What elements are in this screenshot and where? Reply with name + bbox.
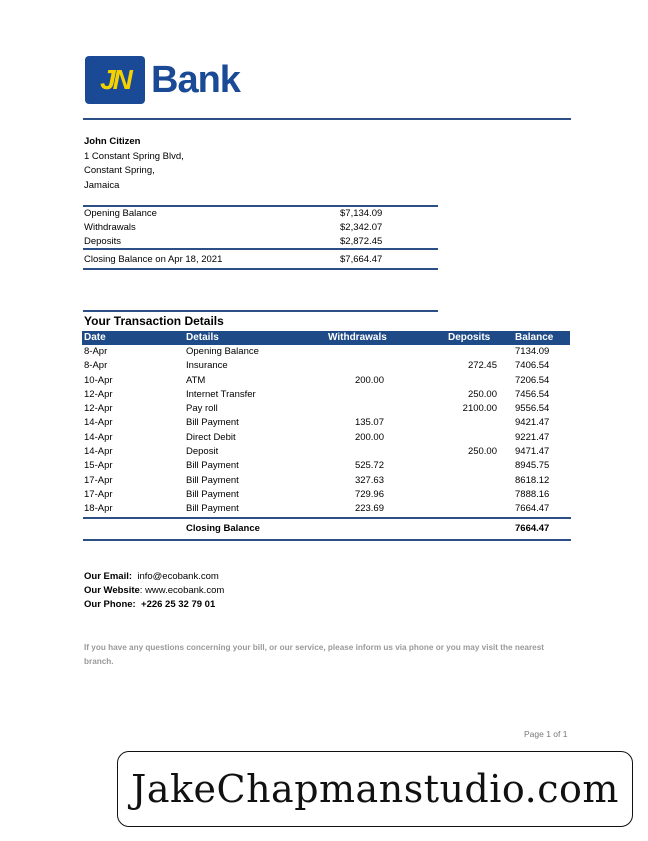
closing-balance-value: 7664.47 <box>515 523 550 534</box>
cell-details: Bill Payment <box>186 474 239 486</box>
cell-balance: 7664.47 <box>515 503 550 515</box>
cell-date: 10-Apr <box>84 374 113 386</box>
summary-row <box>84 207 438 221</box>
summary-label: Opening Balance <box>84 208 157 219</box>
cell-withdrawal: 135.07 <box>354 417 384 429</box>
cell-details: Bill Payment <box>186 417 239 429</box>
cell-balance: 7206.54 <box>515 374 550 386</box>
cell-date: 12-Apr <box>84 403 113 415</box>
cell-deposit: 272.45 <box>467 360 497 372</box>
cell-date: 17-Apr <box>84 474 113 486</box>
table-row <box>82 359 570 373</box>
email-label: Our Email: <box>84 571 133 582</box>
account-summary <box>84 207 438 267</box>
cell-date: 18-Apr <box>84 503 113 515</box>
table-row <box>82 388 570 402</box>
contact-website: Our Website: www.ecobank.com <box>84 585 225 597</box>
cell-details: Bill Payment <box>186 488 239 500</box>
website-link[interactable]: www.ecobank.com <box>145 585 225 597</box>
transactions-closing-row <box>82 522 570 536</box>
cell-balance: 7888.16 <box>515 488 550 500</box>
cell-details: Bill Payment <box>186 460 239 472</box>
address-line: Jamaica <box>84 179 120 191</box>
customer-name: John Citizen <box>84 136 141 147</box>
watermark-text: JakeChapmanstudio.com <box>131 767 619 811</box>
cell-details: Direct Debit <box>186 431 236 443</box>
header-details: Details <box>186 332 219 343</box>
transactions-title: Your Transaction Details <box>84 314 224 328</box>
cell-details: Bill Payment <box>186 503 239 515</box>
summary-closing-value: $7,664.47 <box>340 254 383 265</box>
cell-details: Internet Transfer <box>186 388 256 400</box>
table-row <box>82 488 570 502</box>
cell-balance: 8618.12 <box>515 474 550 486</box>
website-label: Our Website <box>84 585 140 597</box>
cell-date: 8-Apr <box>84 346 108 357</box>
bank-logo <box>85 56 240 104</box>
table-row <box>82 374 570 388</box>
summary-closing-row <box>84 253 438 267</box>
table-row <box>82 402 570 416</box>
contact-block <box>84 570 224 613</box>
cell-deposit: 250.00 <box>467 388 497 400</box>
summary-value: $7,134.09 <box>340 208 383 219</box>
table-row <box>82 345 570 359</box>
contact-phone <box>84 598 224 612</box>
summary-value: $2,872.45 <box>340 236 383 247</box>
cell-details: Insurance <box>186 360 228 372</box>
summary-label: Deposits <box>84 236 121 247</box>
cell-date: 14-Apr <box>84 431 113 443</box>
logo-mark-text: JN <box>100 64 130 95</box>
cell-details: Opening Balance <box>186 346 259 357</box>
summary-bottom-rule <box>83 268 438 270</box>
logo-text: Bank <box>151 58 240 101</box>
cell-date: 12-Apr <box>84 388 113 400</box>
cell-balance: 8945.75 <box>515 460 550 472</box>
transactions-bottom-rule <box>83 539 571 541</box>
cell-balance: 7456.54 <box>515 388 550 400</box>
cell-deposit: 250.00 <box>467 446 497 458</box>
cell-balance: 7406.54 <box>515 360 550 372</box>
transactions-header <box>82 331 570 345</box>
transactions-closing-top-rule <box>83 517 571 519</box>
summary-value: $2,342.07 <box>340 222 383 233</box>
footer-note: If you have any questions concerning your bill, or our service, please inform us via phone or you may visit the nearest branch. <box>84 643 544 666</box>
cell-balance: 7134.09 <box>515 346 550 357</box>
summary-row <box>84 221 438 235</box>
email-link[interactable]: info@ecobank.com <box>137 571 219 582</box>
table-row <box>82 459 570 473</box>
cell-withdrawal: 729.96 <box>354 488 384 500</box>
cell-balance: 9556.54 <box>515 403 550 415</box>
cell-date: 8-Apr <box>84 360 108 372</box>
transactions-top-rule <box>83 310 438 312</box>
table-row <box>82 502 570 516</box>
address-line: Constant Spring, <box>84 165 155 176</box>
page-number: Page 1 of 1 <box>524 729 568 739</box>
cell-withdrawal: 223.69 <box>354 503 384 515</box>
table-row <box>82 431 570 445</box>
address-line: 1 Constant Spring Blvd, <box>84 150 184 162</box>
cell-withdrawal: 525.72 <box>354 460 384 472</box>
watermark-banner <box>117 751 633 827</box>
table-row <box>82 474 570 488</box>
cell-date: 17-Apr <box>84 488 113 500</box>
cell-withdrawal: 327.63 <box>354 474 384 486</box>
summary-mid-rule <box>83 248 438 250</box>
phone-label: Our Phone: <box>84 599 136 611</box>
summary-label: Withdrawals <box>84 222 136 233</box>
cell-balance: 9421.47 <box>515 417 550 429</box>
cell-date: 14-Apr <box>84 446 113 458</box>
table-row <box>82 416 570 430</box>
header-withdrawals: Withdrawals <box>328 332 387 343</box>
cell-balance: 9471.47 <box>515 446 550 458</box>
cell-withdrawal: 200.00 <box>354 374 384 386</box>
header-balance: Balance <box>515 332 554 343</box>
cell-details: Pay roll <box>186 403 218 415</box>
cell-details: Deposit <box>186 446 219 458</box>
cell-date: 14-Apr <box>84 417 113 429</box>
logo-mark <box>85 56 145 104</box>
phone-value: +226 25 32 79 01 <box>141 599 216 611</box>
header-divider <box>83 118 571 120</box>
transactions-table-body <box>82 345 570 517</box>
cell-deposit: 2100.00 <box>462 403 497 415</box>
summary-row <box>84 235 438 249</box>
header-deposits: Deposits <box>448 332 491 343</box>
customer-address-block <box>84 135 184 193</box>
closing-balance-label: Closing Balance <box>186 523 260 534</box>
summary-closing-label: Closing Balance on Apr 18, 2021 <box>84 254 223 265</box>
table-row <box>82 445 570 459</box>
header-date: Date <box>84 332 106 343</box>
cell-details: ATM <box>186 374 206 386</box>
cell-date: 15-Apr <box>84 460 113 472</box>
cell-withdrawal: 200.00 <box>354 431 384 443</box>
cell-balance: 9221.47 <box>515 431 550 443</box>
contact-email <box>84 570 224 584</box>
